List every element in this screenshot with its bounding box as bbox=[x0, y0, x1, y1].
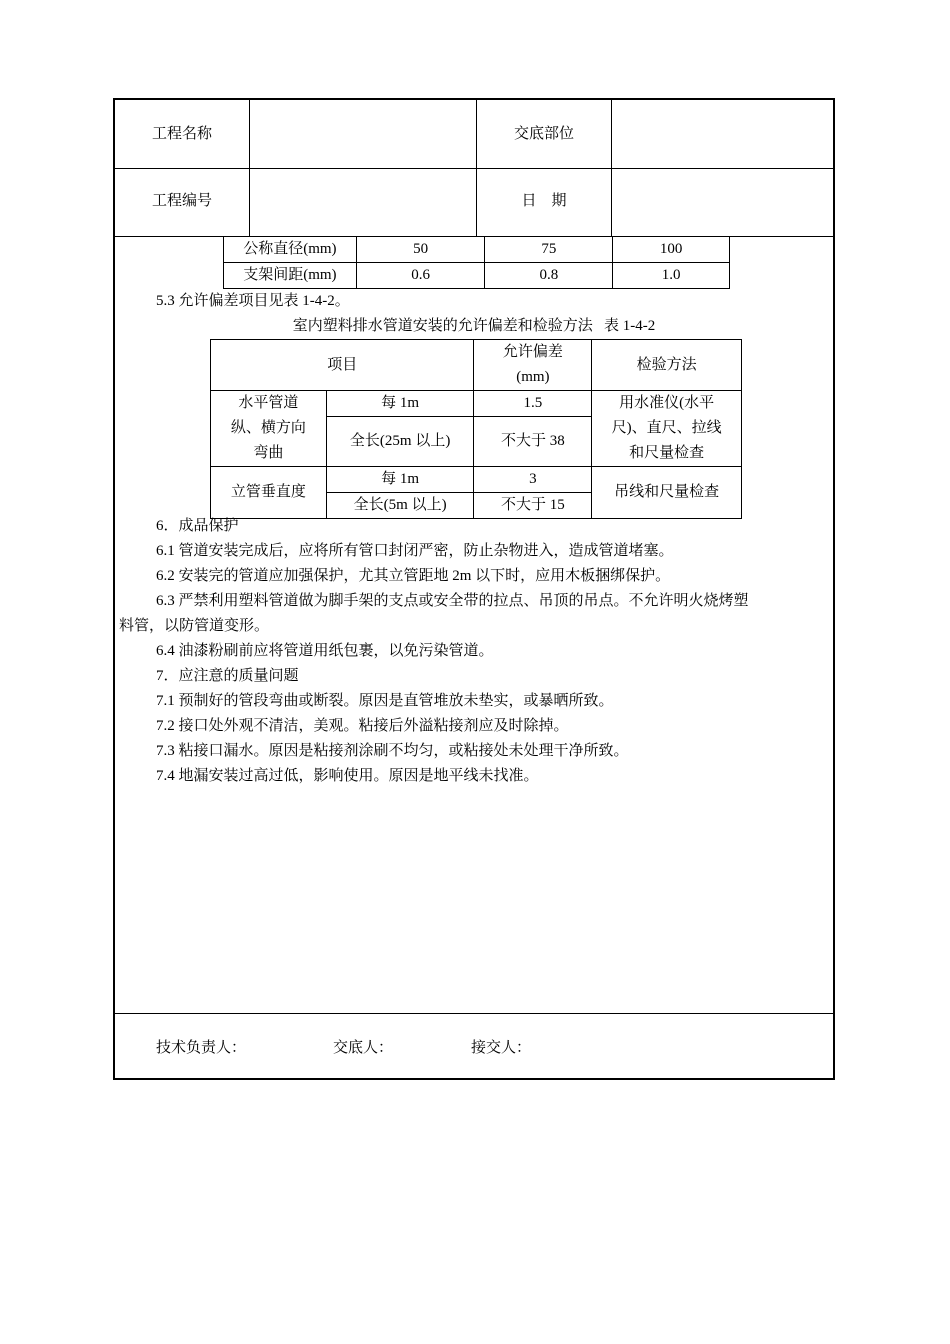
section-5-3: 5.3 允许偏差项目见表 1-4-2。 bbox=[156, 293, 350, 309]
table-cell: 100 bbox=[613, 237, 730, 263]
sub-item: 每 1m bbox=[326, 467, 474, 493]
method-horizontal bbox=[592, 391, 742, 467]
section-7-title: 7．应注意的质量问题 bbox=[156, 668, 299, 684]
project-no-label: 工程编号 bbox=[151, 193, 212, 209]
section-6-1: 6.1 管道安装完成后，应将所有管口封闭严密，防止杂物进入，造成管道堵塞。 bbox=[156, 543, 674, 559]
section-6-3-line2: 料管，以防管道变形。 bbox=[119, 618, 270, 634]
row-label: 支架间距(mm) bbox=[224, 263, 357, 289]
section-6-title: 6．成品保护 bbox=[156, 518, 239, 534]
table-row bbox=[211, 391, 742, 417]
receiver-signature: 接交人： bbox=[471, 1040, 532, 1056]
col-header-tolerance bbox=[474, 340, 592, 391]
group-label-vertical: 立管垂直度 bbox=[211, 467, 327, 519]
tolerance-value: 不大于 38 bbox=[474, 417, 592, 467]
sub-item: 每 1m bbox=[326, 391, 474, 417]
section-7-4: 7.4 地漏安装过高过低，影响使用。原因是地平线未找准。 bbox=[156, 768, 539, 784]
tolerance-value: 不大于 15 bbox=[474, 493, 592, 519]
tolerance-value: 3 bbox=[474, 467, 592, 493]
table-row bbox=[211, 340, 742, 391]
table-cell: 75 bbox=[485, 237, 613, 263]
row-label: 公称直径(mm) bbox=[224, 237, 357, 263]
col-header-tolerance-line2: (mm) bbox=[516, 369, 550, 385]
group-label-horizontal bbox=[211, 391, 327, 467]
header-divider bbox=[476, 100, 477, 236]
col-header-tolerance-line1: 允许偏差 bbox=[502, 344, 563, 360]
sub-item: 全长(25m 以上) bbox=[326, 417, 474, 467]
tolerance-table-caption: 室内塑料排水管道安装的允许偏差和检验方法 表 1-4-2 bbox=[292, 318, 656, 334]
group-label-line: 水平管道 bbox=[238, 395, 299, 411]
header-divider bbox=[249, 100, 250, 236]
signature-divider bbox=[115, 1013, 833, 1014]
header-divider bbox=[611, 100, 612, 236]
table-cell: 1.0 bbox=[613, 263, 730, 289]
sub-item: 全长(5m 以上) bbox=[326, 493, 474, 519]
tolerance-table bbox=[210, 339, 742, 519]
table-cell: 50 bbox=[356, 237, 485, 263]
project-name-label: 工程名称 bbox=[151, 126, 212, 142]
disclosure-part-label: 交底部位 bbox=[513, 126, 574, 142]
group-label-line: 弯曲 bbox=[253, 445, 284, 461]
section-7-3: 7.3 粘接口漏水。原因是粘接剂涂刷不均匀，或粘接处未处理干净所致。 bbox=[156, 743, 629, 759]
method-vertical: 吊线和尺量检查 bbox=[592, 467, 742, 519]
method-line: 和尺量检查 bbox=[629, 445, 705, 461]
support-spacing-table bbox=[223, 236, 730, 289]
col-header-method: 检验方法 bbox=[592, 340, 742, 391]
method-line: 尺)、直尺、拉线 bbox=[611, 420, 722, 436]
disclosure-form bbox=[113, 98, 835, 1080]
section-6-4: 6.4 油漆粉刷前应将管道用纸包裹，以免污染管道。 bbox=[156, 643, 494, 659]
section-7-1: 7.1 预制好的管段弯曲或断裂。原因是直管堆放未垫实，或暴晒所致。 bbox=[156, 693, 614, 709]
discloser-signature: 交底人： bbox=[333, 1040, 394, 1056]
table-cell: 0.6 bbox=[356, 263, 485, 289]
date-label: 日 期 bbox=[521, 193, 567, 209]
tolerance-value: 1.5 bbox=[474, 391, 592, 417]
section-6-2: 6.2 安装完的管道应加强保护，尤其立管距地 2m 以下时，应用木板捆绑保护。 bbox=[156, 568, 671, 584]
table-row bbox=[224, 263, 730, 289]
table-row bbox=[211, 467, 742, 493]
col-header-item: 项目 bbox=[211, 340, 474, 391]
section-6-3-line1: 6.3 严禁利用塑料管道做为脚手架的支点或安全带的拉点、吊顶的吊点。不允许明火烧烤塑 bbox=[156, 593, 749, 609]
table-cell: 0.8 bbox=[485, 263, 613, 289]
method-line: 用水准仪(水平 bbox=[619, 395, 715, 411]
section-7-2: 7.2 接口处外观不清洁，美观。粘接后外溢粘接剂应及时除掉。 bbox=[156, 718, 569, 734]
table-row bbox=[224, 237, 730, 263]
tech-lead-signature: 技术负责人： bbox=[156, 1040, 247, 1056]
group-label-line: 纵、横方向 bbox=[230, 420, 306, 436]
